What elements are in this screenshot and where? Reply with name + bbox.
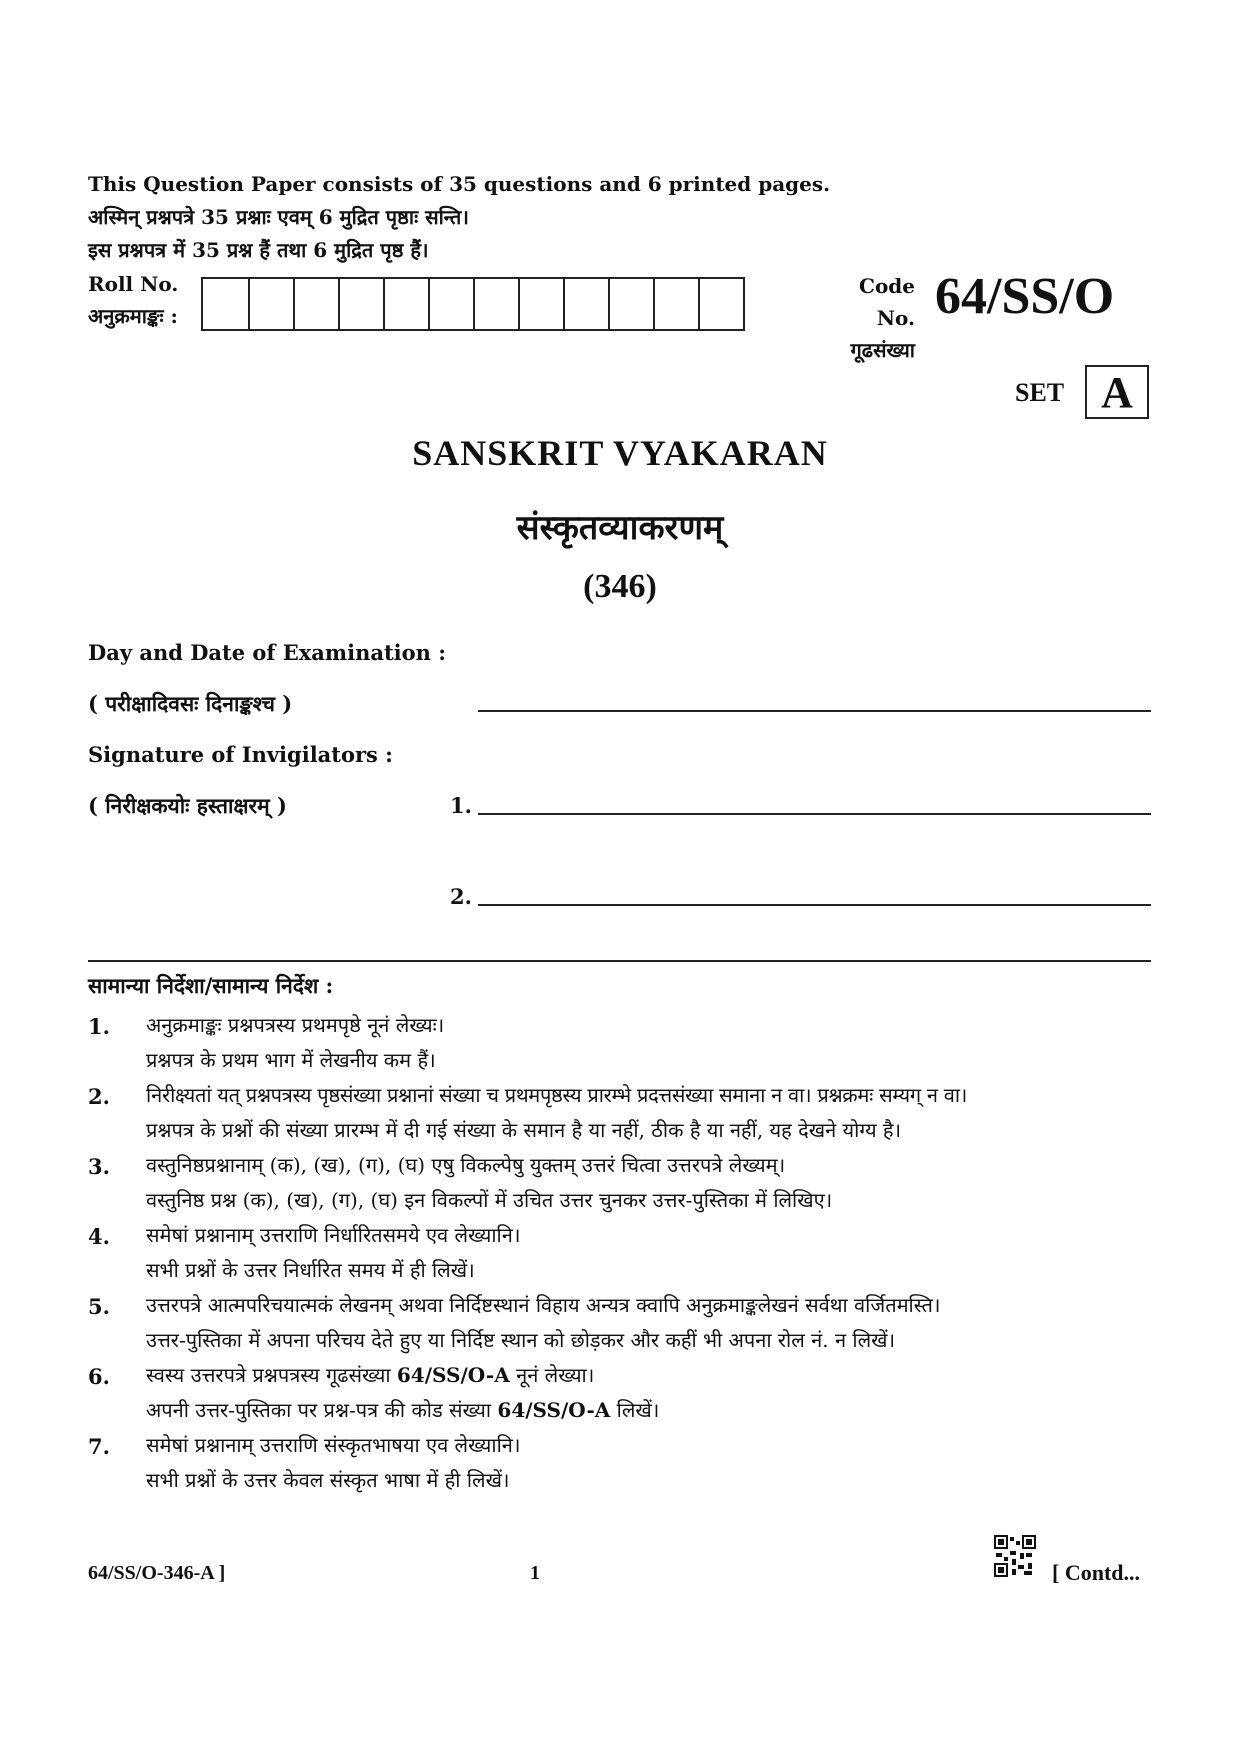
instruction-item (88, 1288, 1188, 1358)
roll-number-box[interactable] (248, 279, 293, 329)
instruction-text-hi-post: लिखें। (610, 1398, 660, 1422)
roll-number-box[interactable] (338, 279, 383, 329)
instruction-code-hi: 64/SS/O-A (497, 1398, 611, 1422)
set-box: A (1085, 365, 1149, 419)
code-label (815, 270, 915, 366)
instruction-item (88, 1358, 1188, 1428)
instruction-text-sa: समेषां प्रश्नानाम् उत्तराणि निर्धारितसमये एव लेख्यानि। (146, 1223, 521, 1247)
instruction-item (88, 1008, 1188, 1078)
instructions-heading: सामान्या निर्देशा/सामान्य निर्देश : (88, 973, 334, 998)
roll-number-box[interactable] (203, 279, 248, 329)
roll-number-box[interactable] (383, 279, 428, 329)
instruction-text-sa: उत्तरपत्रे आत्मपरिचयात्मकं लेखनम् अथवा निर्दिष्टस्थानं विहाय अन्यत्र क्वापि अनुक्रमाङ्कलेखनं सर्वथा वर्जितमस्ति। (146, 1293, 941, 1317)
footer-paper-code: 64/SS/O-346-A ] (88, 1562, 226, 1584)
instruction-text-hi: सभी प्रश्नों के उत्तर निर्धारित समय में ही लिखें। (146, 1258, 475, 1282)
instruction-number: 6. (88, 1364, 110, 1389)
instruction-text-sa-post: नूनं लेख्या। (509, 1363, 595, 1387)
roll-number-box[interactable] (428, 279, 473, 329)
page-number: 1 (530, 1562, 540, 1584)
roll-label (88, 268, 178, 332)
instruction-number: 7. (88, 1434, 110, 1459)
instruction-text-hi: वस्तुनिष्ठ प्रश्न (क), (ख), (ग), (घ) इन विकल्पों में उचित उत्तर चुनकर उत्तर-पुस्तिका में लिखिए। (146, 1188, 833, 1212)
instruction-text-hi: प्रश्नपत्र के प्रथम भाग में लेखनीय कम हैं। (146, 1048, 436, 1072)
qr-code-icon (994, 1535, 1036, 1577)
invigilator-label-sa: ( निरीक्षकयोः हस्ताक्षरम् ) (88, 793, 287, 818)
instruction-code-sa: 64/SS/O-A (396, 1363, 510, 1387)
section-divider (88, 960, 1151, 962)
signature-2-number: 2. (450, 884, 472, 909)
exam-date-label-sa: ( परीक्षादिवसः दिनाङ्कश्च ) (88, 691, 293, 716)
exam-date-line[interactable] (478, 710, 1151, 712)
signature-2-line[interactable] (478, 904, 1151, 906)
pages-info-hi: इस प्रश्नपत्र में 35 प्रश्न हैं तथा 6 मुद्रित पृष्ठ हैं। (88, 238, 429, 262)
roll-number-box[interactable] (563, 279, 608, 329)
instruction-item (88, 1218, 1188, 1288)
set-label: SET (1015, 378, 1065, 407)
instruction-text-sa: वस्तुनिष्ठप्रश्नानाम् (क), (ख), (ग), (घ) एषु विकल्पेषु युक्तम् उत्तरं चित्वा उत्तरपत्रे लेख्यम्। (146, 1153, 786, 1177)
continued-label: [ Contd... (1052, 1560, 1141, 1585)
subject-code: (346) (583, 568, 657, 605)
signature-1-number: 1. (450, 793, 472, 818)
instruction-text-sa: समेषां प्रश्नानाम् उत्तराणि संस्कृतभाषया एव लेख्यानि। (146, 1433, 521, 1457)
roll-number-box[interactable] (473, 279, 518, 329)
instruction-item (88, 1078, 1188, 1148)
instruction-text-hi (146, 1393, 1188, 1428)
code-label-en: Code No. (859, 274, 915, 330)
code-number: 64/SS/O (935, 268, 1115, 325)
instruction-item (88, 1428, 1188, 1498)
instruction-text-sa: अनुक्रमाङ्कः प्रश्नपत्रस्य प्रथमपृष्ठे नूनं लेख्यः। (146, 1013, 445, 1037)
code-label-hi: गूढसंख्या (850, 338, 915, 362)
instruction-number: 5. (88, 1294, 110, 1319)
exam-date-label-en: Day and Date of Examination : (88, 640, 446, 665)
pages-info-en: This Question Paper consists of 35 questions and 6 printed pages. (88, 172, 831, 196)
roll-number-box[interactable] (293, 279, 338, 329)
roll-number-box[interactable] (518, 279, 563, 329)
roll-number-box[interactable] (653, 279, 698, 329)
invigilator-label-en: Signature of Invigilators : (88, 742, 393, 767)
instruction-text-hi: उत्तर-पुस्तिका में अपना परिचय देते हुए या निर्दिष्ट स्थान को छोड़कर और कहीं भी अपना रोल नं. न लिखें। (146, 1328, 896, 1352)
subject-title-en: SANSKRIT VYAKARAN (412, 433, 828, 473)
instruction-text-hi: प्रश्नपत्र के प्रश्नों की संख्या प्रारम्भ में दी गई संख्या के समान है या नहीं, ठीक है या नहीं, यह देखने योग्य है। (146, 1118, 902, 1142)
roll-number-box[interactable] (608, 279, 653, 329)
instruction-text-hi-pre: अपनी उत्तर-पुस्तिका पर प्रश्न-पत्र की कोड संख्या (146, 1398, 498, 1422)
instruction-number: 2. (88, 1084, 110, 1109)
instruction-number: 4. (88, 1224, 110, 1249)
roll-label-en: Roll No. (88, 272, 179, 296)
instruction-item (88, 1148, 1188, 1218)
subject-title-sa: संस्कृतव्याकरणम् (516, 508, 724, 548)
roll-label-hi: अनुक्रमाङ्कः : (88, 304, 178, 328)
instruction-text-sa: निरीक्ष्यतां यत् प्रश्नपत्रस्य पृष्ठसंख्या प्रश्नानां संख्या च प्रथमपृष्ठस्य प्रारम्भे प्रदत्तसंख्या समाना न वा। प्रश्नक्रमः सम्यग् न वा। (146, 1083, 967, 1107)
instructions-list (88, 1008, 1188, 1498)
signature-1-line[interactable] (478, 813, 1151, 815)
instruction-text-sa (146, 1358, 1188, 1393)
instruction-number: 3. (88, 1154, 110, 1179)
instruction-text-sa-pre: स्वस्य उत्तरपत्रे प्रश्नपत्रस्य गूढसंख्या (146, 1363, 397, 1387)
instruction-number: 1. (88, 1014, 110, 1039)
roll-number-box[interactable] (698, 279, 743, 329)
pages-info-sa: अस्मिन् प्रश्नपत्रे 35 प्रश्नाः एवम् 6 मुद्रित पृष्ठाः सन्ति। (88, 205, 469, 229)
roll-number-boxes[interactable] (201, 277, 745, 331)
instruction-text-hi: सभी प्रश्नों के उत्तर केवल संस्कृत भाषा में ही लिखें। (146, 1468, 510, 1492)
